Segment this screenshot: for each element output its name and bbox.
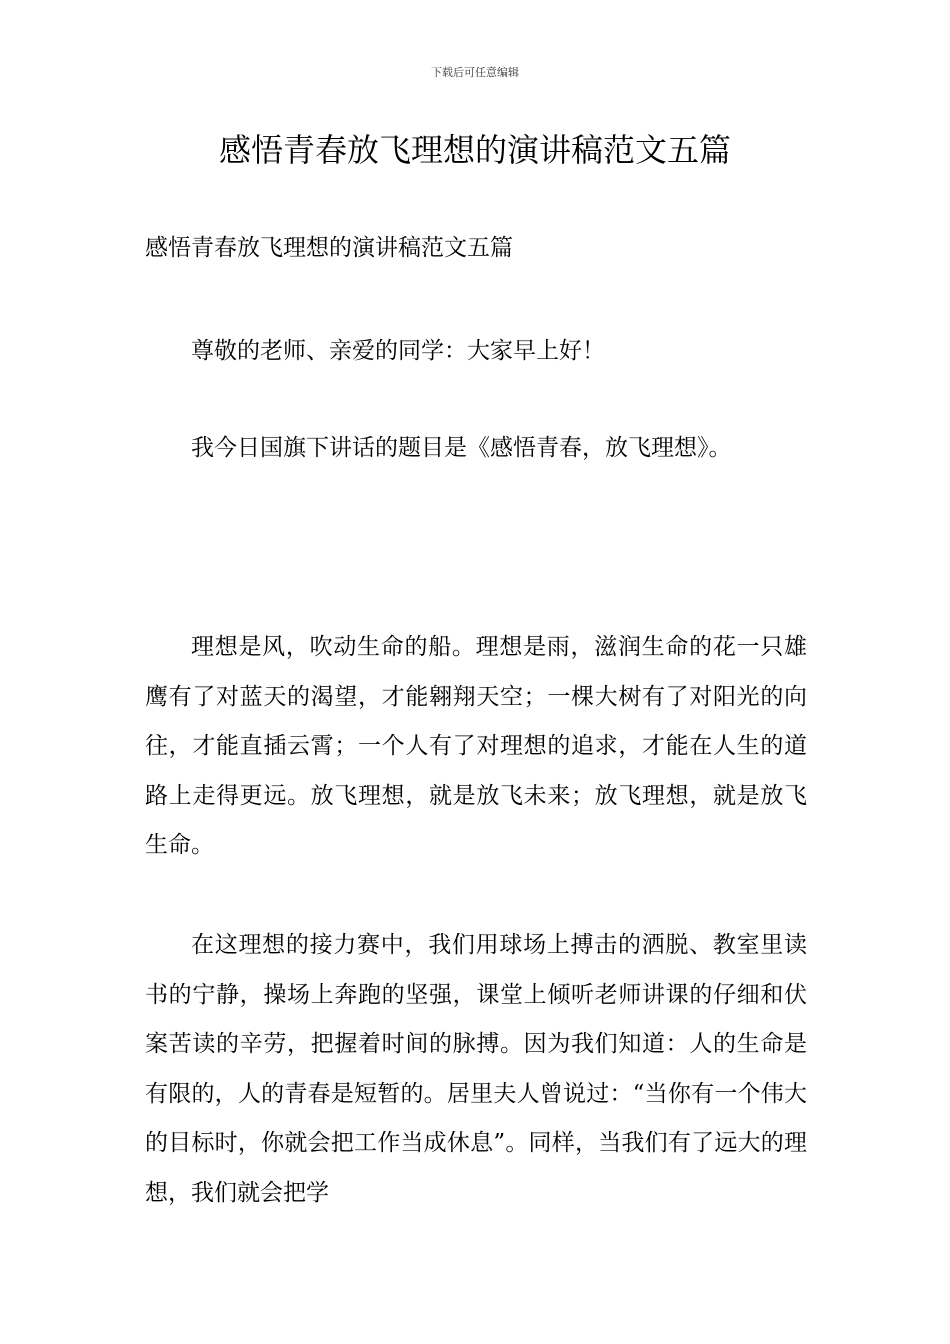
paragraph-relay: 在这理想的接力赛中，我们用球场上搏击的洒脱、教室里读书的宁静，操场上奔跑的坚强，课堂上倾听老师讲课的仔细和伏案苦读的辛劳，把握着时间的脉搏。因为我们知道：人的生命是有限的，人的青春是短暂的。居里夫人曾说过：“当你有一个伟大的目标时，你就会把工作当成休息”。同样，当我们有了远大的理想，我们就会把学 bbox=[145, 932, 807, 1206]
document-subtitle: 感悟青春放飞理想的演讲稿范文五篇 bbox=[145, 235, 513, 261]
paragraph-ideal: 理想是风，吹动生命的船。理想是雨，滋润生命的花一只雄鹰有了对蓝天的渴望，才能翱翔天空；一棵大树有了对阳光的向往，才能直插云霄；一个人有了对理想的追求，才能在人生的道路上走得更远。放飞理想，就是放飞未来；放飞理想，就是放飞生命。 bbox=[145, 634, 807, 859]
document-title: 感悟青春放飞理想的演讲稿范文五篇 bbox=[218, 131, 731, 169]
paragraph-topic: 我今日国旗下讲话的题目是《感悟青春，放飞理想》。 bbox=[191, 435, 732, 461]
header-note: 下载后可任意编辑 bbox=[431, 66, 519, 79]
paragraph-greeting: 尊敬的老师、亲爱的同学：大家早上好！ bbox=[191, 338, 605, 364]
